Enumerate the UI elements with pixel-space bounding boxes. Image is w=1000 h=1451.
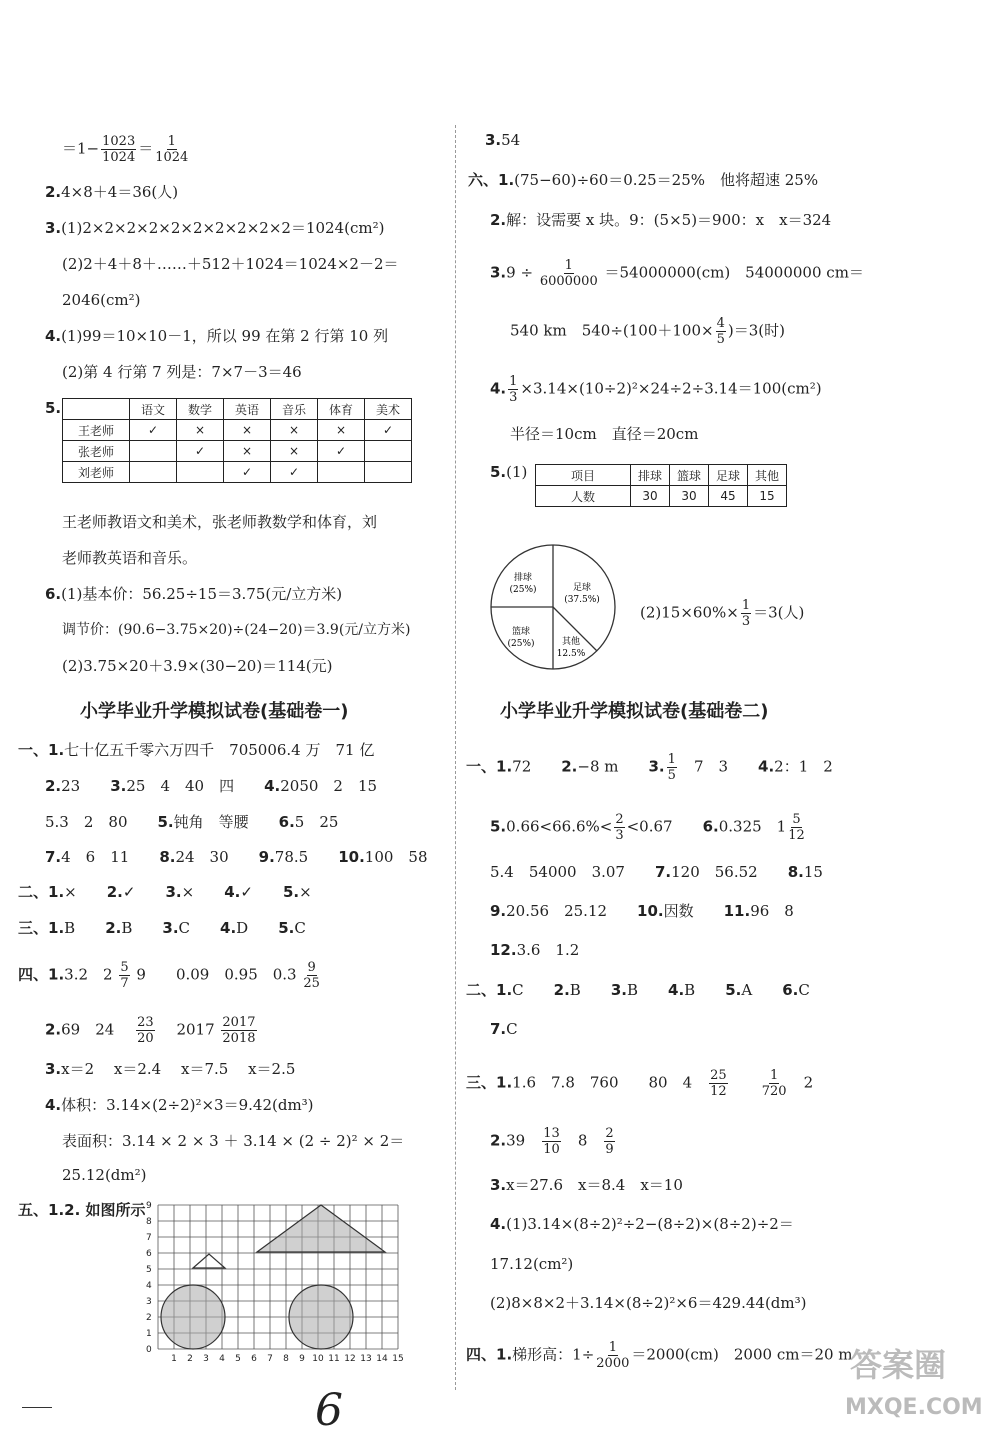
answer-line: 3.54 — [485, 131, 521, 149]
y-tick-label: 3 — [146, 1297, 152, 1307]
answer-line: 12.3.6 1.2 — [490, 941, 580, 959]
pie-label: (25%) — [509, 585, 537, 595]
section-heading: 小学毕业升学模拟试卷(基础卷二) — [500, 701, 769, 722]
answer-line: 表面积：3.14 × 2 × 3 ＋ 3.14 × (2 ÷ 2)² × 2＝ — [62, 1132, 405, 1150]
answer-line: (2)2＋4＋8＋……＋512＋1024＝1024×2－2＝ — [62, 255, 399, 273]
x-tick-label: 8 — [283, 1354, 289, 1364]
answer-line: 2.69 24 $\frac{23}{20}$ 2017 $\frac{2017}{2018}$ — [45, 1015, 256, 1046]
y-tick-label: 5 — [146, 1265, 152, 1275]
answer-line: 2.39 $\frac{13}{10}$ 8 $\frac{2}{9}$ — [490, 1126, 614, 1157]
answer-line: 二、1.× 2.✓ 3.× 4.✓ 5.× — [18, 883, 312, 901]
pie-label: 12.5% — [556, 649, 586, 659]
y-tick-label: 7 — [146, 1233, 152, 1243]
answer-line: 调节价：(90.6−3.75×20)÷(24−20)＝3.9(元/立方米) — [62, 622, 411, 638]
footer-rule — [22, 1407, 52, 1408]
fraction: $\frac{5}{12}$ — [788, 812, 805, 843]
y-tick-label: 0 — [146, 1345, 152, 1355]
answer-line: ＝1− $\frac{1023}{1024}$ ＝ $\frac{1}{1024}$ — [62, 134, 189, 165]
answer-line: 二、1.C 2.B 3.B 4.B 5.A 6.C — [466, 981, 810, 999]
answer-line: 540 km 540÷(100＋100× $\frac{4}{5}$ )＝3(时) — [510, 316, 785, 347]
pie-label: (37.5%) — [564, 595, 600, 605]
x-tick-label: 11 — [328, 1354, 340, 1364]
x-tick-label: 15 — [392, 1354, 404, 1364]
x-tick-label: 3 — [203, 1354, 209, 1364]
answer-line: (2)3.75×20＋3.9×(30−20)＝114(元) — [62, 657, 333, 675]
answer-line: 一、1.七十亿五千零六万四千 705006.4 万 71 亿 — [18, 741, 375, 759]
answer-line: 三、1.1.6 7.8 760 80 4 $\frac{25}{12}$ $\frac{1}{720}$ 2 — [466, 1068, 814, 1099]
x-tick-label: 1 — [171, 1354, 177, 1364]
fraction: $\frac{25}{12}$ — [710, 1068, 727, 1099]
answer-line: 四、1.梯形高：1÷ $\frac{1}{2000}$ ＝2000(cm) 2000 cm＝20 m — [466, 1340, 853, 1371]
x-tick-label: 6 — [251, 1354, 257, 1364]
answer-line: 2046(cm²) — [62, 291, 141, 309]
fraction: $\frac{23}{20}$ — [137, 1015, 154, 1046]
fraction: $\frac{4}{5}$ — [716, 316, 725, 347]
column-divider — [455, 125, 457, 1390]
y-tick-label: 9 — [146, 1201, 152, 1211]
answer-line: 六、1.(75−60)÷60＝0.25＝25% 他将超速 25% — [468, 171, 819, 189]
y-tick-label: 6 — [146, 1249, 152, 1259]
answer-line: 5.(1) — [490, 463, 528, 481]
answer-line: 4.(1)99＝10×10－1，所以 99 在第 2 行第 10 列 — [45, 327, 389, 345]
x-tick-label: 2 — [187, 1354, 193, 1364]
answer-line: 5. — [45, 399, 62, 417]
pie-label: 排球 — [513, 573, 533, 583]
pie-label: 足球 — [572, 583, 592, 593]
x-tick-label: 4 — [219, 1354, 225, 1364]
fraction: $\frac{2}{3}$ — [615, 812, 624, 843]
y-tick-label: 1 — [146, 1329, 152, 1339]
x-tick-label: 12 — [344, 1354, 356, 1364]
answer-line: 5.4 54000 3.07 7.120 56.52 8.15 — [490, 863, 823, 881]
right-circle — [289, 1285, 353, 1349]
pie-chart — [488, 542, 618, 672]
answer-line: 一、1.72 2.−8 m 3. $\frac{1}{5}$ 7 3 4.2：1 2 — [466, 752, 833, 783]
fraction: $\frac{1}{720}$ — [761, 1068, 787, 1099]
answer-line: 王老师教语文和美术，张老师教数学和体育，刘 — [62, 513, 378, 531]
answer-line: 3.x＝2 x＝2.4 x＝7.5 x＝2.5 — [45, 1060, 296, 1078]
x-tick-label: 14 — [376, 1354, 388, 1364]
x-tick-label: 10 — [312, 1354, 324, 1364]
grid-figure — [140, 1200, 410, 1370]
y-tick-label: 2 — [146, 1313, 152, 1323]
answer-line: 3.(1)2×2×2×2×2×2×2×2×2×2＝1024(cm²) — [45, 219, 385, 237]
fraction: $\frac{2017}{2018}$ — [222, 1015, 256, 1046]
pie-label: (25%) — [507, 639, 535, 649]
answer-line: 四、1.3.2 2 $\frac{5}{7}$ 9 0.09 0.95 0.3 $\frac{9}{25}$ — [18, 960, 320, 991]
fraction: $\frac{1}{5}$ — [667, 752, 676, 783]
answer-line: 3.9 ÷ $\frac{1}{6000000}$ ＝54000000(cm) 54000000 cm＝ — [490, 258, 864, 289]
answer-line: 2.23 3.25 4 40 四 4.2050 2 15 — [45, 777, 378, 795]
answer-line: 6.(1)基本价：56.25÷15＝3.75(元/立方米) — [45, 585, 343, 603]
pie-label: 其他 — [561, 637, 581, 647]
section-heading: 小学毕业升学模拟试卷(基础卷一) — [80, 701, 349, 722]
x-tick-label: 13 — [360, 1354, 372, 1364]
answer-line: 25.12(dm²) — [62, 1166, 147, 1184]
fraction: $\frac{1}{3}$ — [741, 598, 751, 629]
watermark-logo: 答案圈 — [850, 1346, 947, 1384]
answer-line: 4.(1)3.14×(8÷2)²÷2−(8÷2)×(8÷2)÷2＝ — [490, 1215, 794, 1233]
fraction: $\frac{1}{2000}$ — [596, 1340, 630, 1371]
fraction: $\frac{13}{10}$ — [543, 1126, 560, 1157]
answer-line: 17.12(cm²) — [490, 1255, 574, 1273]
x-tick-label: 7 — [267, 1354, 273, 1364]
triangle-shape — [193, 1254, 225, 1268]
x-tick-label: 5 — [235, 1354, 241, 1364]
answer-line: 三、1.B 2.B 3.C 4.D 5.C — [18, 919, 306, 937]
sports-table: 项目 排球 篮球 足球 其他 人数 30 30 45 15 — [535, 464, 787, 507]
x-tick-label: 9 — [299, 1354, 305, 1364]
fraction: $\frac{1}{1024}$ — [155, 134, 189, 165]
answer-line: 4.体积：3.14×(2÷2)²×3＝9.42(dm³) — [45, 1096, 314, 1114]
answer-line: 5.3 2 80 5.钝角 等腰 6.5 25 — [45, 813, 339, 831]
fraction: $\frac{2}{9}$ — [605, 1126, 614, 1157]
answer-line: 9.20.56 25.12 10.因数 11.96 8 — [490, 902, 794, 920]
teacher-table: 语文 数学 英语 音乐 体育 美术 王老师 ✓ × × × × ✓ 张老师 ✓ × × ✓ 刘老师 ✓ ✓ — [62, 398, 412, 483]
answer-line: (2)8×8×2＋3.14×(8÷2)²×6＝429.44(dm³) — [490, 1294, 807, 1312]
answer-line: 2.4×8＋4＝36(人) — [45, 183, 179, 201]
fraction: $\frac{5}{7}$ — [120, 960, 129, 991]
answer-line: 半径＝10cm 直径＝20cm — [510, 425, 699, 443]
watermark-url: MXQE.COM — [845, 1395, 983, 1420]
answer-line: 2.解：设需要 x 块。9：(5×5)＝900：x x＝324 — [490, 211, 832, 229]
y-tick-label: 4 — [146, 1281, 152, 1291]
page-number: 6 — [315, 1385, 343, 1436]
fraction: $\frac{1}{3}$ — [509, 374, 518, 405]
answer-line: 3.x＝27.6 x＝8.4 x＝10 — [490, 1176, 683, 1194]
pie-label: 篮球 — [511, 627, 531, 637]
answer-line: 7.C — [490, 1020, 518, 1038]
answer-line: 4. $\frac{1}{3}$ ×3.14×(10÷2)²×24÷2÷3.14＝100(cm²) — [490, 374, 822, 405]
answer-line: 老师教英语和音乐。 — [62, 549, 198, 567]
answer-line: 五、1.2. 如图所示 — [18, 1201, 146, 1219]
answer-line: 7.4 6 11 8.24 30 9.78.5 10.100 58 — [45, 848, 428, 866]
left-circle — [161, 1285, 225, 1349]
answer-line: (2)第 4 行第 7 列是：7×7－3＝46 — [62, 363, 302, 381]
fraction: $\frac{1}{6000000}$ — [539, 258, 598, 289]
y-tick-label: 8 — [146, 1217, 152, 1227]
answer-line: (2)15×60%× $\frac{1}{3}$ ＝3(人) — [640, 598, 805, 629]
answer-line: 5.0.66<66.6%< $\frac{2}{3}$ <0.67 6.0.325 1 $\frac{5}{12}$ — [490, 812, 805, 843]
fraction: $\frac{9}{25}$ — [303, 960, 320, 991]
fraction: $\frac{1023}{1024}$ — [102, 134, 136, 165]
